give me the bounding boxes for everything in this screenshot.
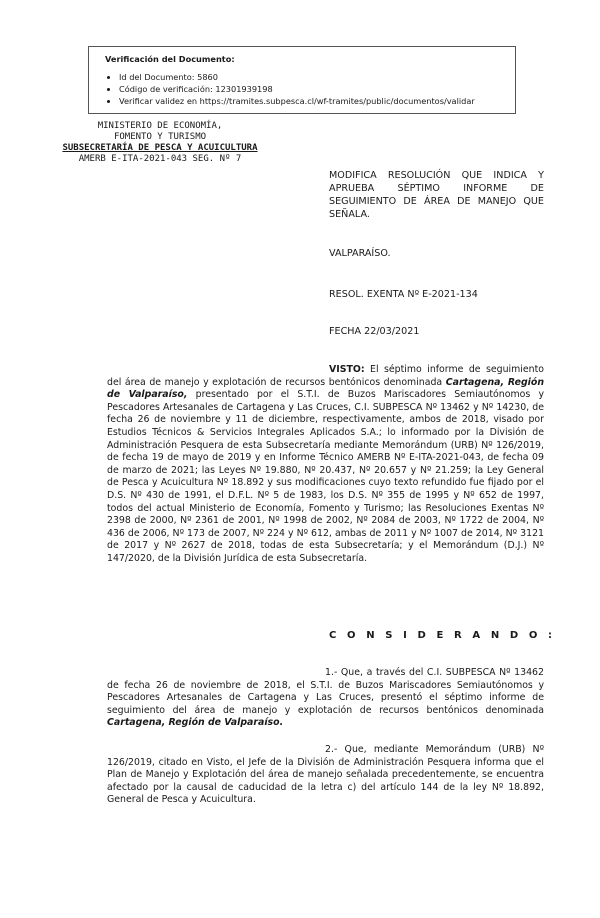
considerando-paragraph-2 [107,744,544,807]
verification-link[interactable]: • Verificar validez en https://tramites.subpesca.cl/wf-tramites/public/documentos/validar [119,95,505,107]
resolution-place: VALPARAÍSO. [329,248,391,259]
resolution-subject: MODIFICA RESOLUCIÓN QUE INDICA Y APRUEBA SÉPTIMO INFORME DE SEGUIMIENTO DE ÁREA DE MANEJO QUE SEÑALA. [329,170,544,220]
visto-paragraph [107,364,544,566]
document-code: AMERB E-ITA-2021-043 SEG. Nº 7 [78,154,242,164]
paragraph-2-text: 2.- Que, mediante Memorándum (URB) Nº 126/2019, citado en Visto, el Jefe de la División de Administración Pesquera informa que el Plan de Manejo y Explotación del área de manejo señalada precedentemente, se encuentra afectado por la causal de caducidad de la letra c) del artículo 144 de la ley Nº 18.892, General de Pesca y Acuicultura. [107,744,544,806]
visto-text-2: presentado por el S.T.I. de Buzos Mariscadores Semiautónomos y Pescadores Artesanales de Cartagena y Las Cruces, C.I. SUBPESCA Nº 13462 y Nº 14230, de fecha 26 de noviembre y 11 de diciembre, respectivamente, ambos de 2018, visado por Estudios Técnicos & Servicios Integrales Aplicados S.A.; lo informado por la División de Administración Pesquera de esta Subsecretaría mediante Memorándum (URB) Nº 126/2019, de fecha 19 de mayo de 2019 y en Informe Técnico AMERB Nº E-ITA-2021-043, de fecha 09 de marzo de 2021; las Leyes Nº 19.880, Nº 20.437, Nº 20.657 y Nº 21.259; la Ley General de Pesca y Acuicultura Nº 18.892 y sus modificaciones cuyo texto refundido fue fijado por el D.S. Nº 430 de 1991, el D.F.L. Nº 5 de 1983, los D.S. Nº 355 de 1995 y Nº 652 de 1997, todos del actual Ministerio de Economía, Fomento y Turismo; las Resoluciones Exentas Nº 2398 de 2000, Nº 2361 de 2001, Nº 1998 de 2002, Nº 2084 de 2003, Nº 1722 de 2004, Nº 436 de 2006, Nº 173 de 2007, Nº 224 y Nº 612, ambas de 2011 y Nº 1007 de 2014, Nº 3121 de 2017 y Nº 2627 de 2018, todas de esta Subsecretaría; y el Memorándum (D.J.) Nº 147/2020, de la División Jurídica de esta Subsecretaría. [107,389,544,564]
subsecretaria-name: SUBSECRETARÍA DE PESCA Y ACUICULTURA [62,143,258,153]
verification-list [105,71,505,107]
verification-box [88,46,516,114]
paragraph-1-text: 1.- Que, a través del C.I. SUBPESCA Nº 13462 de fecha 26 de noviembre de 2018, el S.T.I. de Buzos Mariscadores Semiautónomos y Pescadores Artesanales de Cartagena y Las Cruces, presentó el séptimo informe de seguimiento del área de manejo y explotación de recursos bentónicos denominada [107,667,544,716]
ministry-name-line1: MINISTERIO DE ECONOMÍA, [97,121,223,131]
ministry-header [32,121,288,165]
considerando-paragraph-1 [107,667,544,730]
visto-label: VISTO: [329,364,365,375]
verification-title: Verificación del Documento: [105,54,235,64]
visto-area-name: Cartagena, Región de Valparaíso, [107,376,544,401]
list-item: • Código de verificación: 12301939198 [119,83,505,95]
list-item: • Id del Documento: 5860 [119,71,505,83]
visto-text-1: El séptimo informe de seguimiento del área de manejo y explotación de recursos bentónicos denominada [107,364,544,388]
paragraph-1-area-name: Cartagena, Región de Valparaíso. [107,717,284,729]
resolution-date: FECHA 22/03/2021 [329,326,420,337]
resolution-number: RESOL. EXENTA Nº E-2021-134 [329,289,478,300]
considerando-heading: C O N S I D E R A N D O : [329,630,556,641]
ministry-name-line2: FOMENTO Y TURISMO [113,132,207,142]
